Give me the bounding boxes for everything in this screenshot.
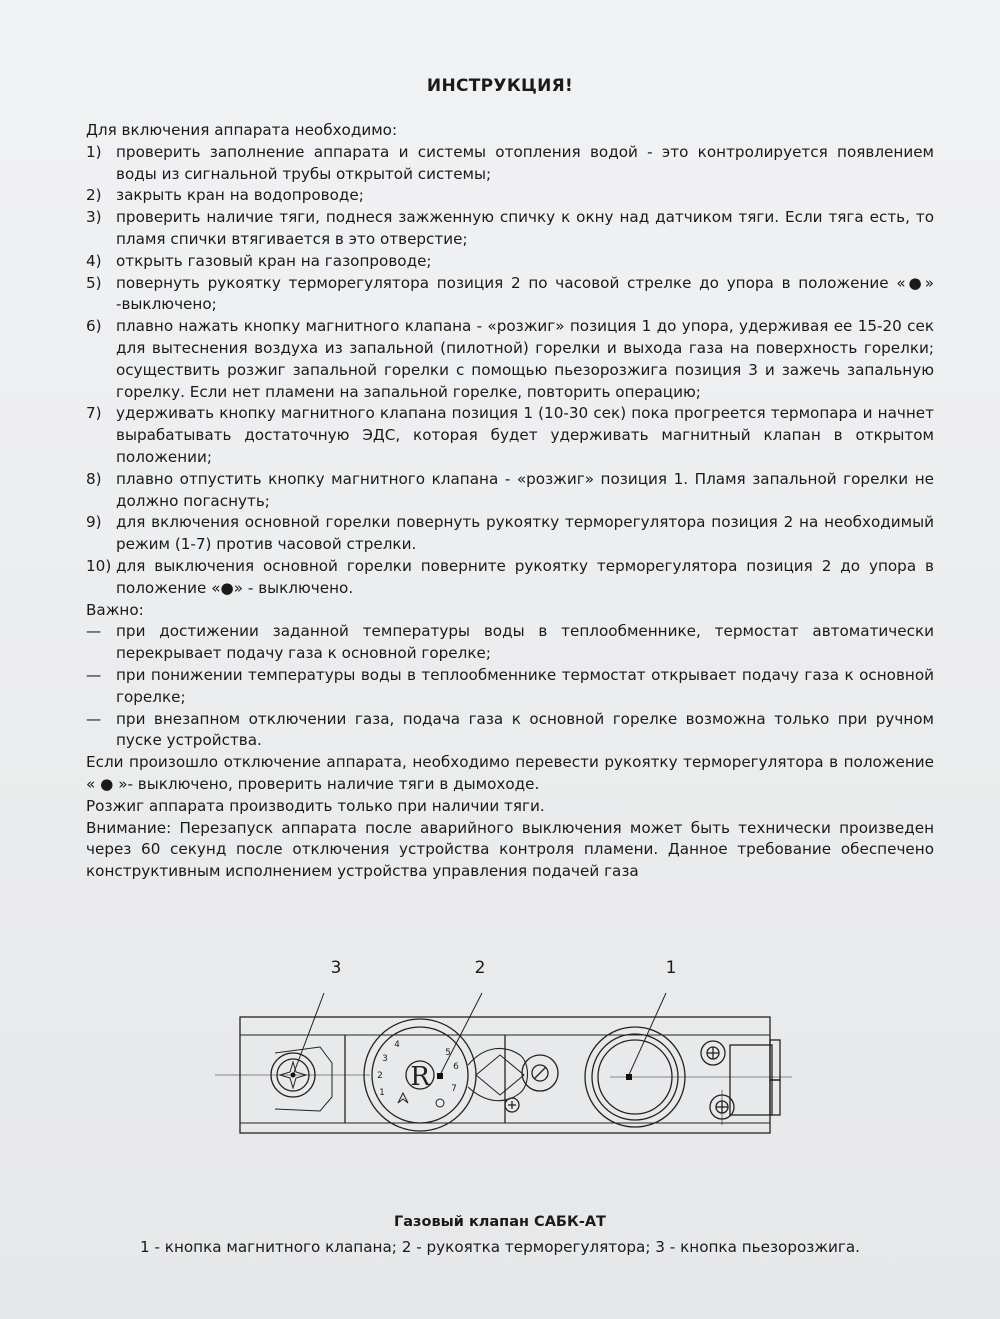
- important-text: при понижении температуры воды в теплообменнике термостат открывает подачу газа к основной горелке;: [116, 665, 934, 706]
- off-dot-icon: [436, 1099, 444, 1107]
- dash-marker: —: [86, 622, 102, 641]
- step-number: 10): [86, 556, 112, 575]
- dial-number: 4: [394, 1040, 400, 1050]
- step-item: [86, 512, 934, 556]
- shutdown-paragraph: Если произошло отключение аппарата, необходимо перевести рукоятку терморегулятора в положение « ● »- выключено, проверить наличие тяги в дымоходе.: [86, 753, 934, 793]
- step-item: [86, 556, 934, 600]
- step-item: [86, 185, 934, 207]
- flame-icon: [398, 1093, 408, 1103]
- gas-valve-diagram: [200, 945, 800, 1170]
- dial-number: 2: [377, 1071, 383, 1081]
- step-number: 9): [86, 513, 102, 532]
- step-text: повернуть рукоятку терморегулятора позиция 2 по часовой стрелке до упора в положение «●» -выключено;: [116, 273, 934, 314]
- important-label: Важно:: [86, 600, 144, 619]
- warning-paragraph: Внимание: Перезапуск аппарата после аварийного выключения может быть технически произведен через 60 секунд после отключения устройства контроля пламени. Данное требование обеспечено конструктивным исполнением устройства управления подачей газа: [86, 818, 934, 881]
- dial-letter: R: [410, 1062, 430, 1092]
- dial-number: 6: [453, 1062, 459, 1072]
- dial-number: 3: [382, 1054, 388, 1064]
- step-text: открыть газовый кран на газопроводе;: [116, 251, 432, 270]
- important-text: при внезапном отключении газа, подача газа к основной горелке возможна только при ручном пуске устройства.: [116, 709, 934, 750]
- step-number: 6): [86, 317, 102, 336]
- document-title: ИНСТРУКЦИЯ!: [426, 76, 574, 96]
- important-text: при достижении заданной температуры воды в теплообменнике, термостат автоматически перекрывает подачу газа к основной горелке;: [116, 622, 934, 663]
- instruction-body: [86, 120, 934, 883]
- step-number: 4): [86, 251, 102, 270]
- important-list: [86, 621, 934, 752]
- intro-text: Для включения аппарата необходимо:: [86, 121, 398, 139]
- figure-caption: 1 - кнопка магнитного клапана; 2 - рукоятка терморегулятора; 3 - кнопка пьезорозжига.: [139, 1238, 861, 1256]
- step-text: для выключения основной горелки поверните рукоятку терморегулятора позиция 2 до упора в положение «●» - выключено.: [116, 556, 934, 597]
- dash-marker: —: [86, 665, 102, 684]
- step-text: проверить наличие тяги, поднеся зажженную спичку к окну над датчиком тяги. Если тяга есть, то пламя спички втягивается в это отверстие;: [116, 208, 934, 248]
- step-text: проверить заполнение аппарата и системы отопления водой - это контролируется появлением воды из сигнальной трубы открытой системы;: [116, 142, 934, 183]
- callout-label-2: 2: [474, 958, 486, 978]
- important-item: [86, 665, 934, 709]
- step-item: [86, 251, 934, 273]
- step-number: 3): [86, 208, 102, 227]
- ignition-paragraph: Розжиг аппарата производить только при наличии тяги.: [86, 796, 545, 815]
- callout-label-3: 3: [330, 958, 342, 978]
- step-number: 5): [86, 273, 102, 292]
- step-number: 2): [86, 186, 102, 205]
- step-item: [86, 403, 934, 468]
- step-number: 1): [86, 142, 102, 161]
- dial-number: 1: [379, 1088, 385, 1098]
- step-text: для включения основной горелки повернуть рукоятку терморегулятора позиция 2 на необходимый режим (1-7) против часовой стрелки.: [116, 513, 934, 554]
- step-item: [86, 469, 934, 513]
- steps-list: [86, 142, 934, 600]
- step-item: [86, 316, 934, 403]
- step-text: удерживать кнопку магнитного клапана позиция 1 (10-30 сек) пока прогреется термопара и начнет вырабатывать достаточную ЭДС, которая будет удерживать магнитный клапан в открытом положении;: [116, 404, 934, 466]
- step-text: плавно отпустить кнопку магнитного клапана - «розжиг» позиция 1. Пламя запальной горелки не должно погаснуть;: [116, 469, 934, 510]
- step-number: 8): [86, 469, 102, 488]
- figure-title: Газовый клапан САБК-АТ: [394, 1214, 606, 1230]
- step-text: закрыть кран на водопроводе;: [116, 186, 364, 205]
- dash-marker: —: [86, 709, 102, 728]
- step-number: 7): [86, 404, 102, 423]
- step-item: [86, 273, 934, 317]
- important-item: [86, 621, 934, 665]
- dial-number: 7: [451, 1084, 457, 1094]
- callout-label-1: 1: [665, 958, 677, 978]
- step-item: [86, 142, 934, 186]
- important-item: [86, 709, 934, 753]
- dial-number: 5: [445, 1048, 451, 1058]
- step-item: [86, 207, 934, 251]
- step-text: плавно нажать кнопку магнитного клапана - «розжиг» позиция 1 до упора, удерживая ее 15-20 сек для вытеснения воздуха из запальной (пилотной) горелки и выхода газа на поверхность горелки; осуществить розжиг запальной горелки с помощью пьезорозжига позиция 3 и зажечь запальную горелку. Если нет пламени на запальной горелке, повторить операцию;: [116, 317, 934, 401]
